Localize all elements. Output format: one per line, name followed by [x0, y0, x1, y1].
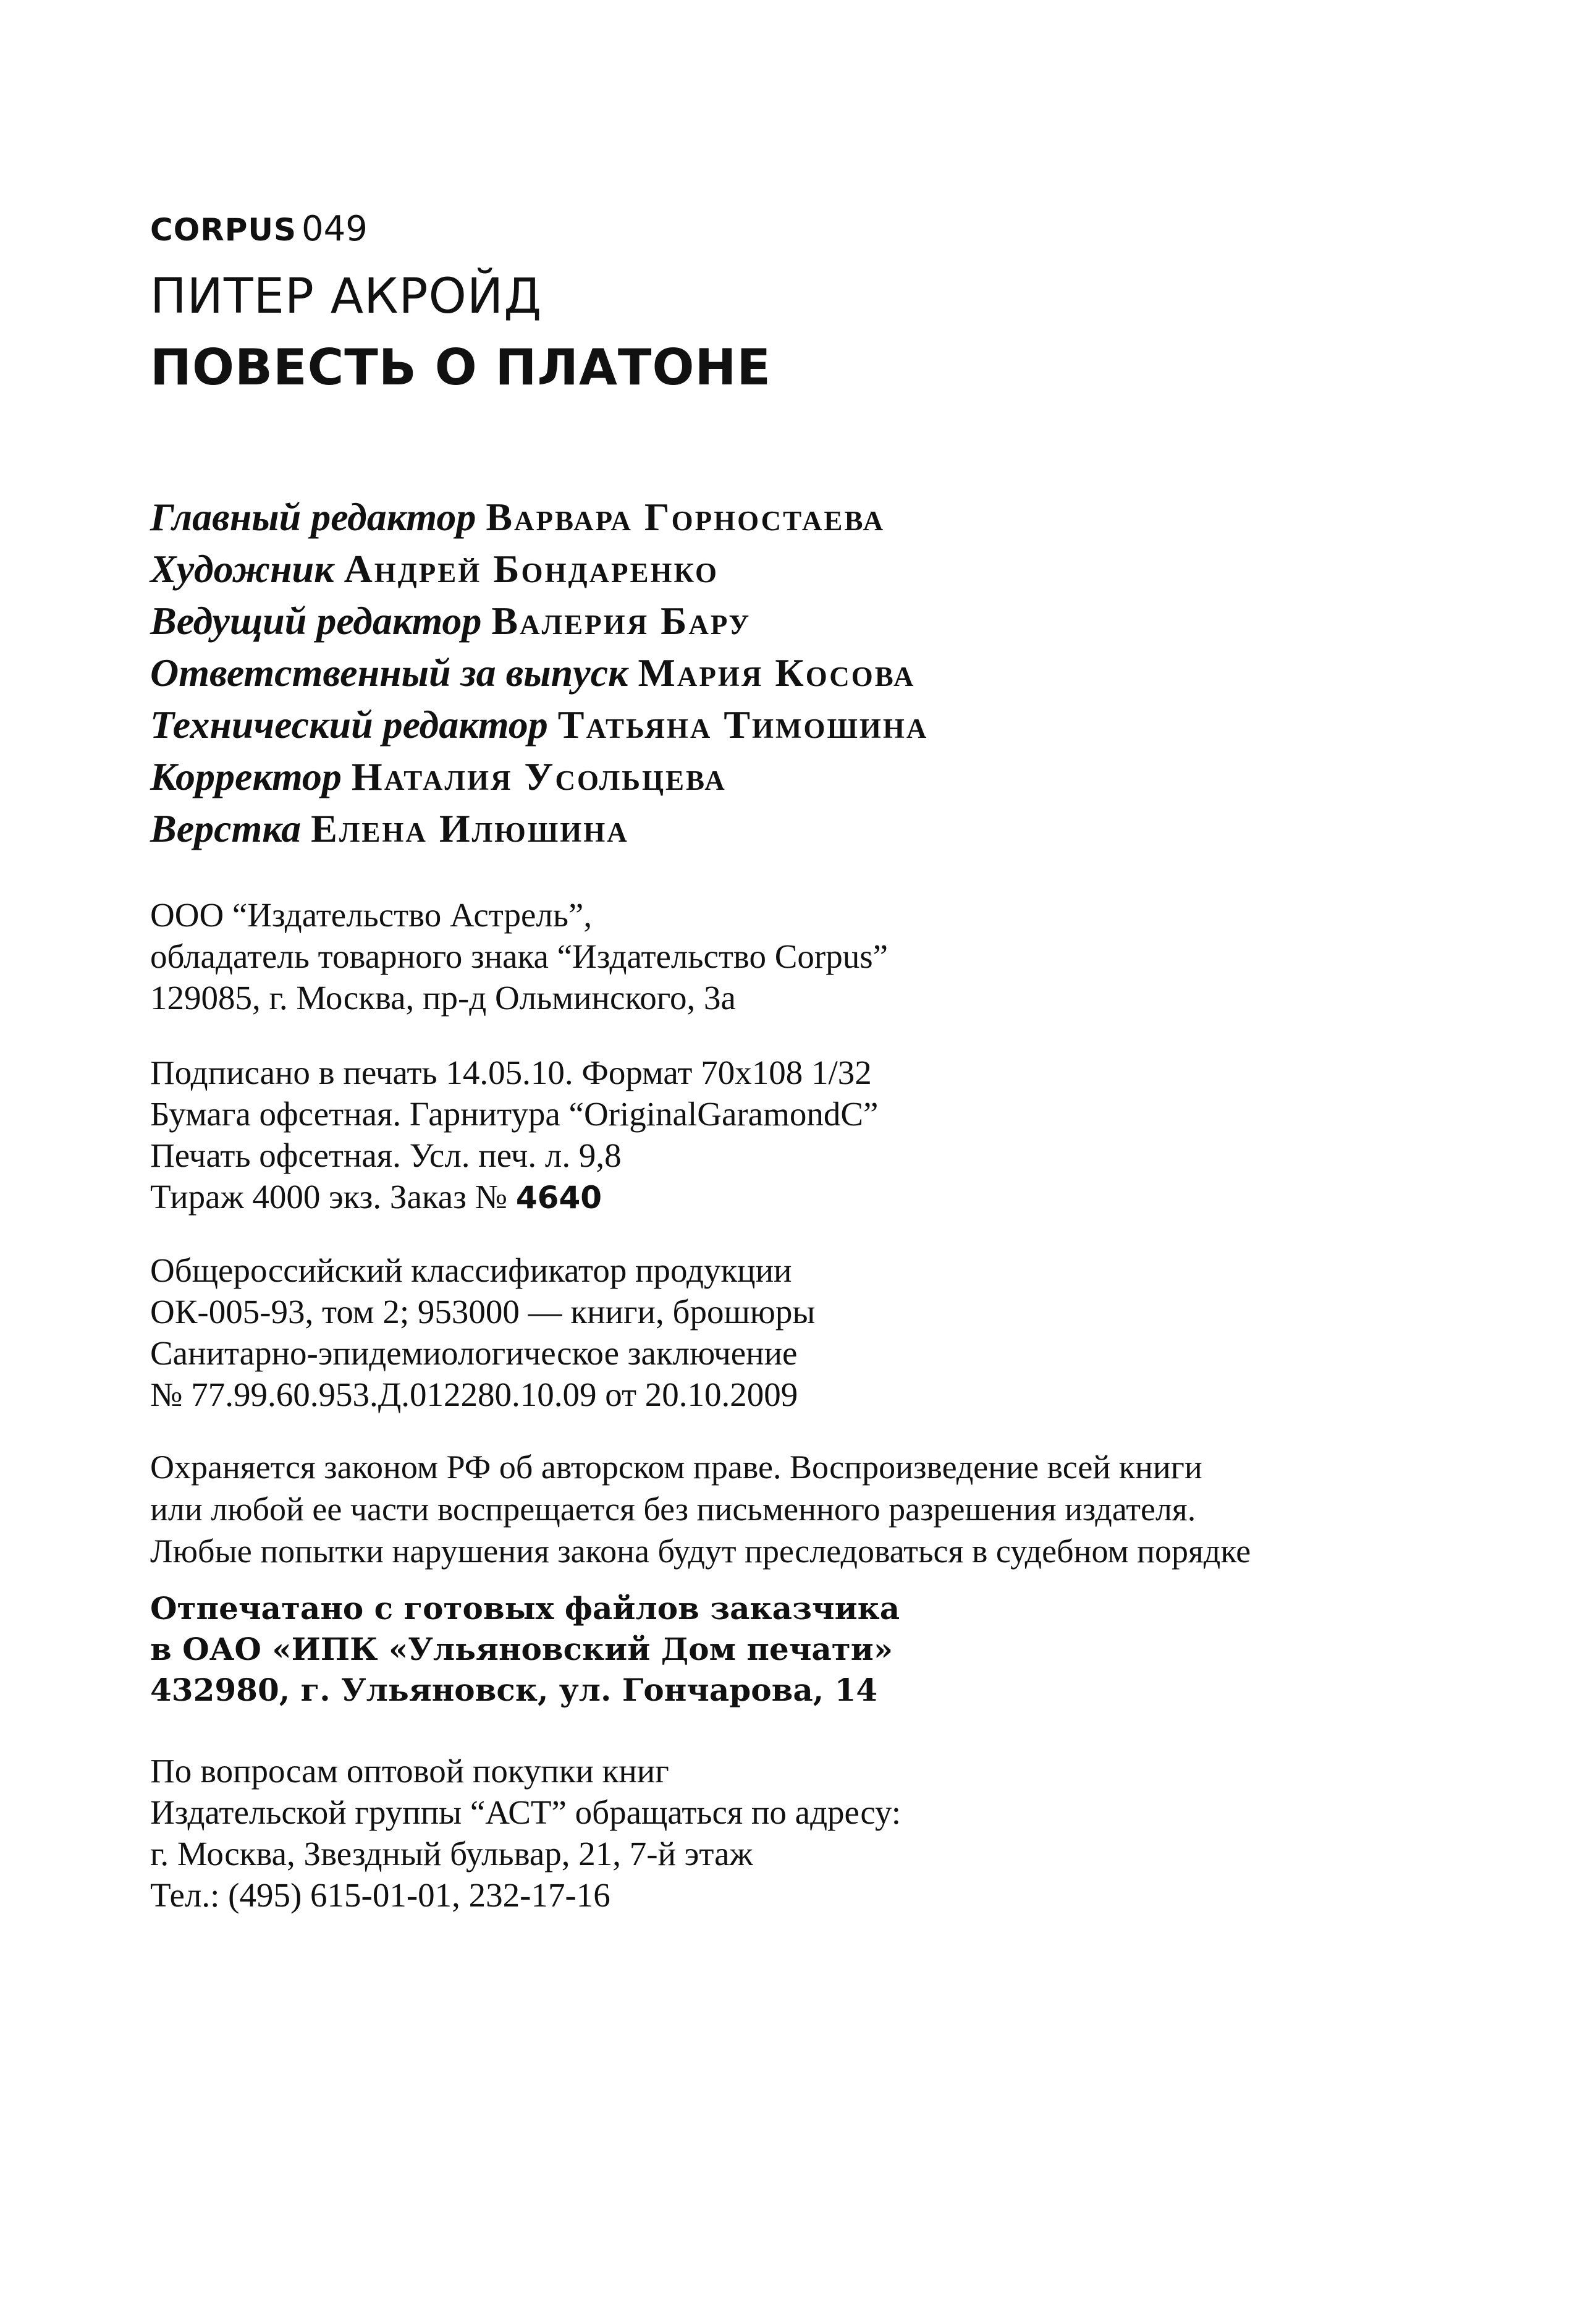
classifier-line: ОК-005-93, том 2; 953000 — книги, брошюры — [150, 1293, 816, 1331]
series-line — [150, 204, 368, 255]
credit-line — [150, 751, 928, 803]
wholesale-line: Издательской группы “АСТ” обращаться по адресу: — [150, 1793, 901, 1831]
printer-line: Отпечатано с готовых файлов заказчика — [150, 1590, 900, 1627]
credit-role: Ведущий редактор — [150, 599, 482, 643]
publisher-line: ООО “Издательство Астрель”, — [150, 896, 593, 934]
credit-line — [150, 595, 928, 647]
credit-role: Главный редактор — [150, 495, 476, 539]
classifier-line: № 77.99.60.953.Д.012280.10.09 от 20.10.2009 — [150, 1376, 798, 1413]
credit-line — [150, 647, 928, 699]
print-run-line — [150, 1176, 878, 1219]
book-title: ПОВЕСТЬ О ПЛАТОНЕ — [150, 339, 772, 396]
wholesale-line: По вопросам оптовой покупки книг — [150, 1752, 669, 1790]
credit-line — [150, 543, 928, 595]
classifier-info — [150, 1250, 815, 1415]
copyright-line: Любые попытки нарушения закона будут преследоваться в судебном порядке — [150, 1533, 1251, 1570]
credit-name: Татьяна Тимошина — [557, 703, 929, 747]
credit-name: Валерия Бару — [491, 599, 751, 643]
print-spec-line: Бумага офсетная. Гарнитура “OriginalGaramondC” — [150, 1095, 879, 1133]
print-spec-line: Подписано в печать 14.05.10. Формат 70x108 1/32 — [150, 1054, 872, 1091]
print-spec-line: Печать офсетная. Усл. печ. л. 9,8 — [150, 1136, 622, 1174]
order-number: 4640 — [515, 1180, 602, 1216]
print-run-prefix: Тираж 4000 экз. Заказ № — [150, 1178, 516, 1216]
credit-role: Корректор — [150, 755, 342, 798]
wholesale-contacts — [150, 1750, 901, 1916]
credit-name: Наталия Усольцева — [351, 755, 727, 798]
credit-name: Мария Косова — [638, 651, 916, 695]
classifier-line: Санитарно-эпидемиологическое заключение — [150, 1334, 798, 1372]
series-number: 049 — [301, 209, 368, 249]
printer-line: в ОАО «ИПК «Ульяновский Дом печати» — [150, 1631, 893, 1667]
copyright-line: или любой ее части воспрещается без письменного разрешения издателя. — [150, 1491, 1196, 1528]
printer-line: 432980, г. Ульяновск, ул. Гончарова, 14 — [150, 1672, 878, 1708]
author-name: ПИТЕР АКРОЙД — [150, 269, 543, 324]
credit-line — [150, 699, 928, 751]
credit-name: Варвара Горностаева — [486, 495, 885, 539]
credit-role: Ответственный за выпуск — [150, 651, 628, 695]
copyright-line: Охраняется законом РФ об авторском праве. Воспроизведение всей книги — [150, 1449, 1202, 1486]
credit-role: Верстка — [150, 806, 302, 850]
wholesale-line: г. Москва, Звездный бульвар, 21, 7-й этаж — [150, 1835, 753, 1872]
credit-name: Андрей Бондаренко — [344, 547, 719, 591]
wholesale-line: Тел.: (495) 615-01-01, 232-17-16 — [150, 1876, 610, 1914]
print-specs — [150, 1052, 878, 1219]
classifier-line: Общероссийский классификатор продукции — [150, 1251, 792, 1289]
credits-list — [150, 491, 928, 855]
credit-line — [150, 803, 928, 855]
credit-role: Художник — [150, 547, 334, 591]
series-brand: CORPUS — [150, 212, 297, 248]
copyright-notice — [150, 1446, 1251, 1572]
credit-line — [150, 491, 928, 543]
publisher-line: 129085, г. Москва, пр-д Ольминского, 3а — [150, 979, 736, 1017]
publisher-info — [150, 894, 888, 1018]
printer-info — [150, 1588, 900, 1711]
credit-role: Технический редактор — [150, 703, 548, 747]
publisher-line: обладатель товарного знака “Издательство Corpus” — [150, 937, 889, 975]
credit-name: Елена Илюшина — [311, 806, 629, 850]
